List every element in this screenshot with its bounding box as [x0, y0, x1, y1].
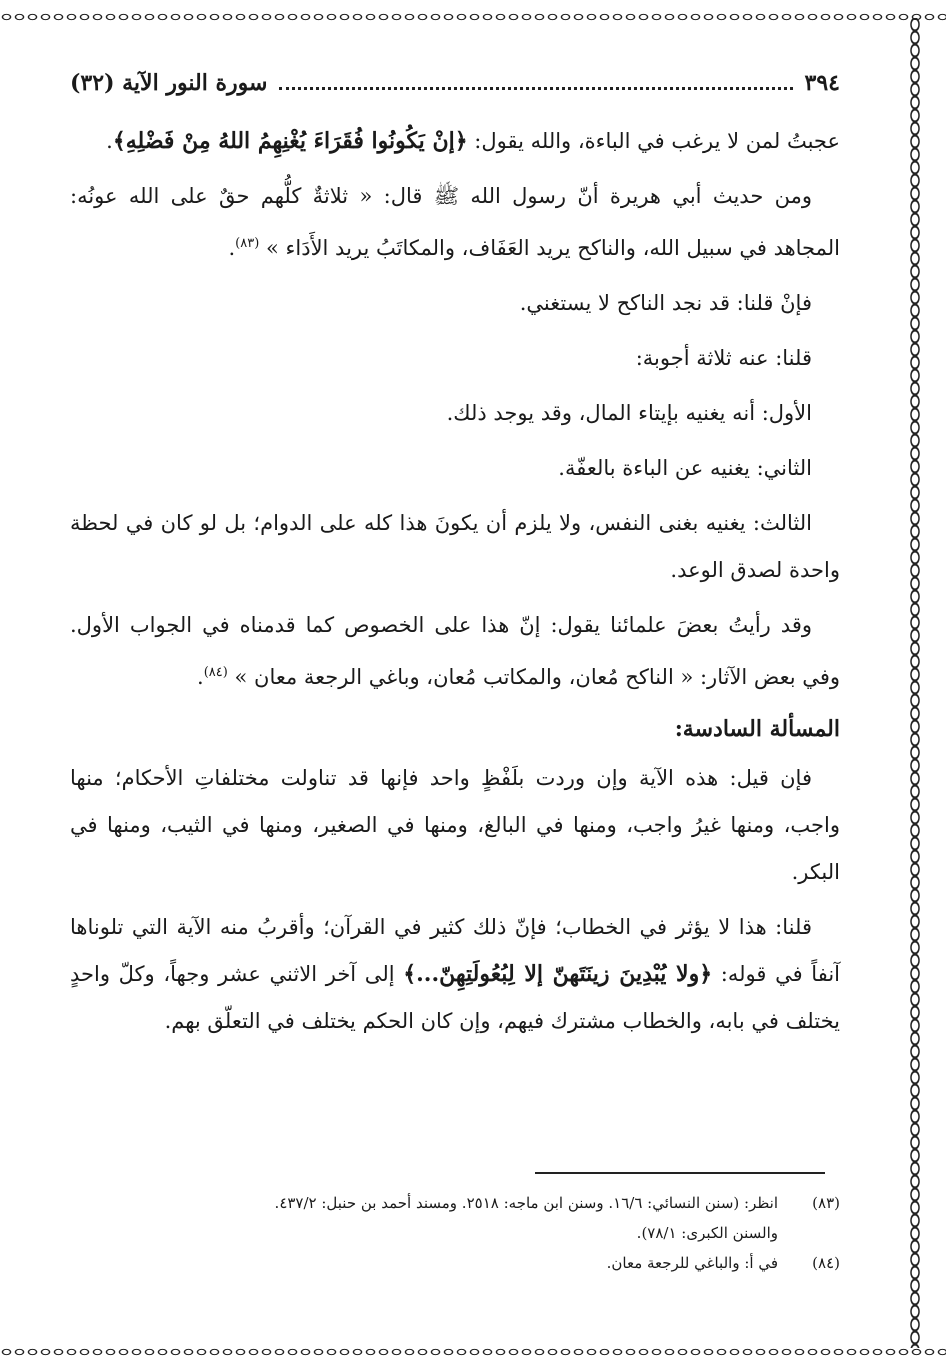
footnote-number: (٨٤) — [812, 1254, 840, 1272]
footnote-continuation: والسنن الكبرى: ٧٨/١). — [636, 1224, 778, 1242]
paragraph: فإن قيل: هذه الآية وإن وردت بلَفْظٍ واحد فإنها قد تناولت مختلفاتِ الأحكام؛ منها واجب، ومنها غيرُ واجب، ومنها في البالغ، ومنها في الصغير، ومنها في الثيب، ومنها في البكر. — [70, 766, 840, 884]
section-heading: المسألة السادسة: — [674, 716, 840, 742]
paragraph: عجبتُ لمن لا يرغب في الباءة، والله يقول: ﴿إنْ يَكُونُوا فُقَرَاءَ يُغْنِهِمُ اللهُ مِنْ فَضْلِهِ﴾. — [106, 128, 840, 154]
paragraph: قلنا: هذا لا يؤثر في الخطاب؛ فإنّ ذلك كثير في القرآن؛ وأقربُ منه الآية التي تلوناها آنفاً في قوله: ﴿ولا يُبْدِينَ زينَتَهنّ إلا لِبُعُولَتِهِنّ...﴾ إلى آخر الاثني عشر وجهاً، وكلّ واحدٍ يختلف في بابه، والخطاب مشترك فيهم، وإن كان الحكم يختلف في التعلّق بهم. — [70, 915, 841, 1033]
footnote-separator — [535, 1172, 825, 1174]
quran-verse: ﴿إنْ يَكُونُوا فُقَرَاءَ يُغْنِهِمُ اللهُ مِنْ فَضْلِهِ﴾ — [112, 128, 468, 154]
footnote-ref: (٨٤) — [203, 665, 228, 680]
paragraph: ومن حديث أبي هريرة أنّ رسول الله ﷺ قال: « ثلاثةٌ كلُّهم حقٌ على الله عونُه: المجاهد في سبيل الله، والناكح يريد العَفَاف، والمكاتَبُ يريد الأَدَاء » $^{(٨٣)}$. — [70, 184, 840, 260]
footnote-number: (٨٣) — [812, 1194, 840, 1212]
footnote: (٨٣)انظر: (سنن النسائي: ١٦/٦. وسنن ابن ماجه: ٢٥١٨. ومسند أحمد بن حنبل: ٤٣٧/٢. — [70, 1188, 840, 1218]
footnotes — [70, 1188, 840, 1278]
quran-verse: ﴿ولا يُبْدِينَ زينَتَهنّ إلا لِبُعُولَتِهِنّ...﴾ — [403, 961, 713, 987]
footnote: (٨٤)في أ: والباغي للرجعة معان. — [70, 1248, 840, 1278]
header-title: سورة النور الآية (٣٢) — [70, 70, 268, 96]
ornamental-border-bottom — [0, 1343, 946, 1361]
paragraph: الثالث: يغنيه بغنى النفس، ولا يلزم أن يكونَ هذا كله على الدوام؛ بل لو كان في لحظة واحدة لصدق الوعد. — [70, 511, 840, 582]
running-header — [70, 70, 840, 96]
header-leader-dots — [279, 77, 792, 90]
paragraph: الأول: أنه يغنيه بإيتاء المال، وقد يوجد ذلك. — [446, 401, 812, 425]
ornamental-border-right — [906, 18, 924, 1348]
paragraph: فإنْ قلنا: قد نجد الناكح لا يستغني. — [519, 291, 812, 315]
paragraph: وقد رأيتُ بعضَ علمائنا يقول: إنّ هذا على الخصوص كما قدمناه في الجواب الأول. وفي بعض الآثار: « الناكح مُعان، والمكاتب مُعان، وباغي الرجعة معان » $^{(٨٤)}$. — [70, 613, 840, 689]
ornamental-border-top — [0, 8, 946, 26]
paragraph: الثاني: يغنيه عن الباءة بالعفّة. — [558, 456, 812, 480]
page-number: ٣٩٤ — [804, 70, 840, 96]
footnote-ref: (٨٣) — [235, 236, 260, 251]
page-body — [70, 70, 840, 1053]
paragraph: قلنا: عنه ثلاثة أجوبة: — [635, 346, 812, 370]
